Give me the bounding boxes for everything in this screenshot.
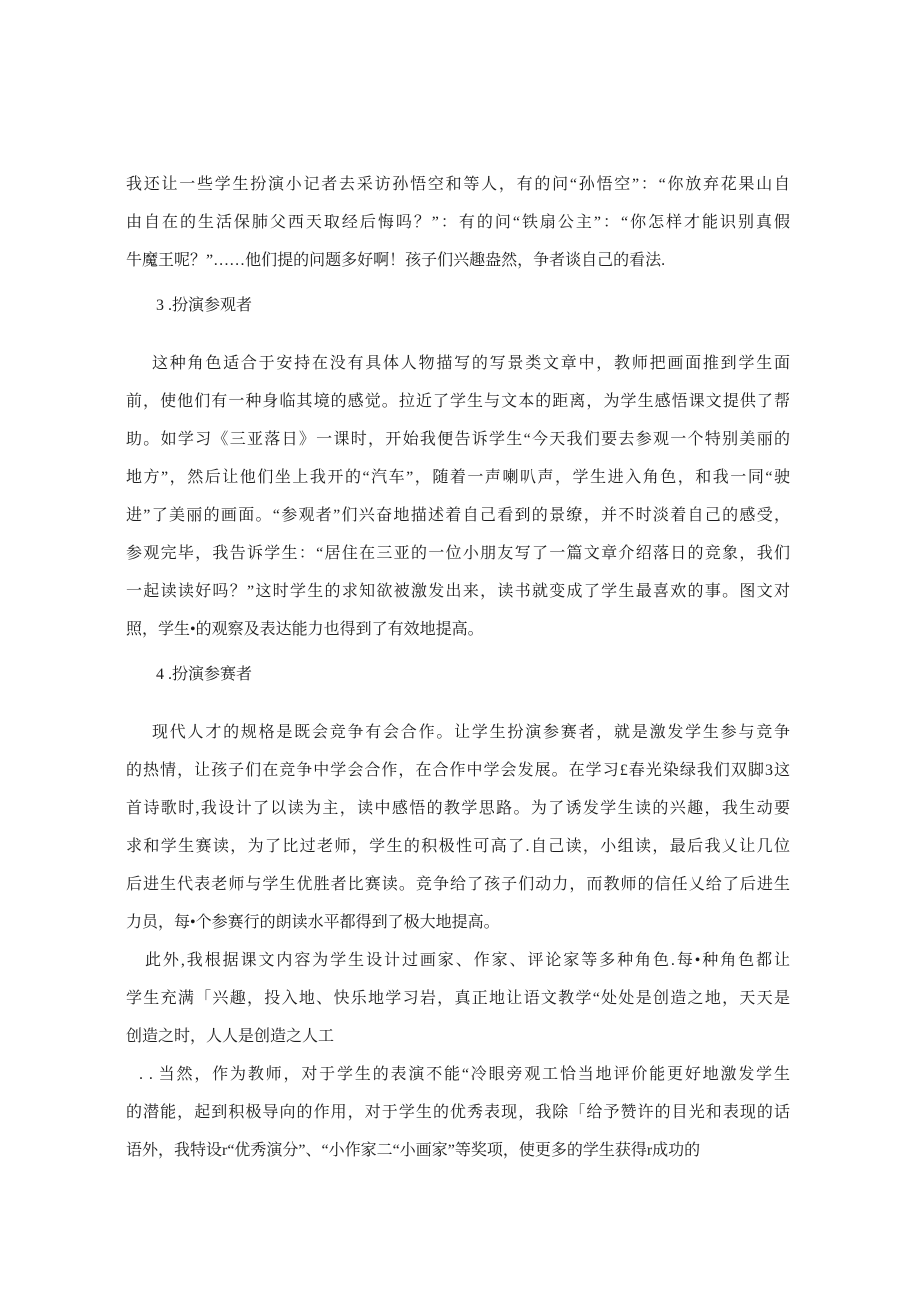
text-line: 进”了美丽的画面。“参观者”们兴奋地描述着自己看到的景缭，并不时淡着自己的感受， <box>126 507 790 524</box>
text-line: 地方”，然后让他们坐上我开的“汽车”，随着一声喇叭声，学生进入角色，和我一同“驶 <box>126 469 790 486</box>
paragraph-other-roles <box>126 942 790 1056</box>
text-line: 语外，我特设r“优秀演分”、“小作家二“小画家”等奖项，使更多的学生获得r成功的 <box>126 1142 701 1159</box>
text-line: 求和学生赛读，为了比过老师，学生的积极性可高了.自己读，小组读，最后我乂让几位 <box>126 838 790 855</box>
text-line: 牛魔王呢？”……他们提的问题多好啊！孩子们兴趣盎然，争者谈自己的看法. <box>126 252 666 269</box>
text-line: 一起读读好吗？”这时学生的求知欲被激发出来，读书就变成了学生最喜欢的事。图文对 <box>126 583 790 600</box>
text-line: . . 当然，作为教师，对于学生的表演不能“冷眼旁观工恰当地评价能更好地激发学生 <box>139 1066 790 1083</box>
text-line: 照，学生•的观察及表达能力也得到了有效地提高。 <box>126 621 484 638</box>
text-line: 力员，每•个参赛行的朗读水平都得到了极大地提高。 <box>126 914 500 931</box>
text-line: 的热情，让孩子们在竞争中学会合作，在合作中学会发展。在学习£春光染绿我们双脚3这 <box>126 762 790 779</box>
text-line: 学生充满「兴趣，投入地、快乐地学习岩，真正地让语文教学“处处是创造之地，天天是 <box>126 990 790 1007</box>
text-line: 我还让一些学生扮演小记者去采访孙悟空和等人，有的问“孙悟空”：“你放弃花果山自 <box>126 176 790 193</box>
paragraph-teacher-evaluation <box>126 1056 790 1170</box>
text-line: 现代人才的规格是既会竞争有会合作。让学生扮演参赛者，就是激发学生参与竞争 <box>152 724 790 741</box>
text-line: 的潜能，起到积极导向的作用，对于学生的优秀表现，我除「给予赞许的目光和表现的话 <box>126 1104 790 1121</box>
text-line: 创造之时，人人是创造之人工 <box>126 1028 335 1045</box>
paragraph-spectator-role <box>126 345 790 649</box>
text-line: 此外,我根据课文内容为学生设计过画家、作家、评论家等多种角色.每•种角色都让 <box>145 952 790 969</box>
text-line: 前，使他们有一种身临其境的感觉。拉近了学生与文本的距离，为学生感悟课文提供了帮 <box>126 393 790 410</box>
document-text-block <box>126 166 790 1170</box>
text-line: 由自在的生活保肺父西天取经后悔吗？”：有的问“铁扇公主”：“你怎样才能识别真假 <box>126 214 790 231</box>
text-line: 助。如学习《三亚落日》一课时，开始我便告诉学生“今天我们要去参观一个特别美丽的 <box>126 431 790 448</box>
text-line: 这种角色适合于安持在没有具体人物描写的写景类文章中，教师把画面推到学生面 <box>152 355 790 372</box>
heading-section-4: 4 .扮演参赛者 <box>156 666 253 683</box>
paragraph-contestant-role <box>126 714 790 942</box>
text-line: 首诗歌时,我设计了以读为主，读中感悟的教学思路。为了诱发学生读的兴趣，我生动要 <box>126 800 790 817</box>
heading-section-3: 3 .扮演参观者 <box>156 297 253 314</box>
text-line: 参观完毕，我告诉学生：“居住在三亚的一位小朋友写了一篇文章介绍落日的竞象，我们 <box>126 545 790 562</box>
text-line: 后进生代表老师与学生优胜者比赛读。竞争给了孩子们动力，而教师的信任乂给了后进生 <box>126 876 790 893</box>
paragraph-continued <box>126 166 790 280</box>
